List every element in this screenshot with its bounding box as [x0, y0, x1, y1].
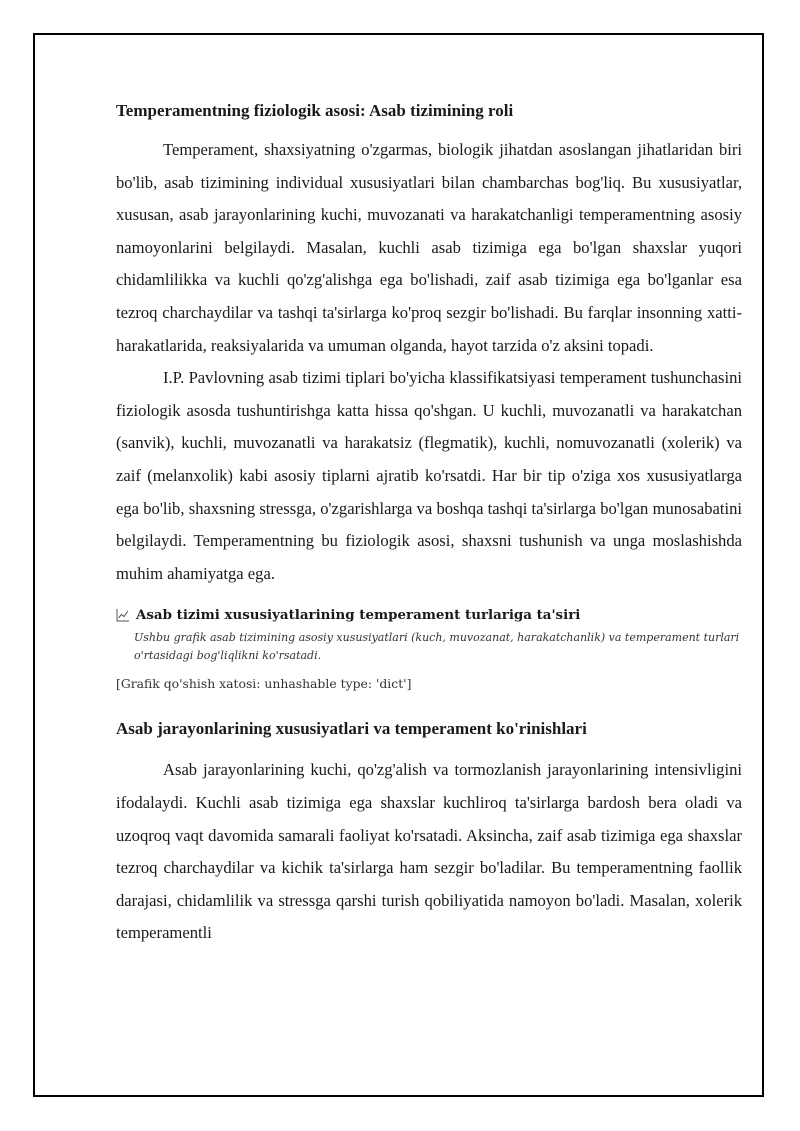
section-heading: Asab jarayonlarining xususiyatlari va temperament ko'rinishlari	[116, 719, 587, 739]
figure-description: Ushbu grafik asab tizimining asosiy xususiyatlari (kuch, muvozanat, harakatchanlik) va temperament turlari o'rtasidagi bog'liqlikni ko'rsatadi.	[134, 631, 740, 663]
figure-title-row	[116, 605, 742, 625]
figure-error-message: [Grafik qo'shish xatosi: unhashable type: 'dict']	[116, 676, 412, 692]
paragraph: I.P. Pavlovning asab tizimi tiplari bo'yicha klassifikatsiyasi temperament tushunchasini fiziologik asosda tushuntirishga katta hissa qo'shgan. U kuchli, muvozanatli va harakatchan (sanvik), kuchli, muvozanatli va harakatsiz (flegmatik), kuchli, nomuvozanatli (xolerik) va zaif (melanxolik) kabi asosiy tiplarni ajratib ko'rsatdi. Har bir tip o'ziga xos xususiyatlarga ega bo'lib, shaxsning stressga, o'zgarishlarga va boshqa tashqi ta'sirlarga bo'lgan munosabatini belgilaydi. Temperamentning bu fiziologik asosi, shaxsni tushunish va unga moslashishda muhim ahamiyatga ega.	[116, 368, 742, 583]
chart-line-icon	[116, 608, 130, 622]
paragraph: Asab jarayonlarining kuchi, qo'zg'alish va tormozlanish jarayonlarining intensivligini ifodalaydi. Kuchli asab tizimiga ega shaxslar kuchliroq ta'sirlarga bardosh bera oladi va uzoqroq vaqt davomida samarali faoliyat ko'rsatadi. Aksincha, zaif asab tizimiga ega shaxslar tezroq charchaydilar va kichik ta'sirlarga ham sezgir bo'ladilar. Bu temperamentning faollik darajasi, chidamlilik va stressga qarshi turish qobiliyatida namoyon bo'ladi. Masalan, xolerik temperamentli	[116, 760, 742, 943]
document-body	[116, 98, 742, 950]
figure-block	[116, 605, 742, 693]
figure-title: Asab tizimi xususiyatlarining temperament turlariga ta'siri	[136, 607, 581, 624]
paragraph: Temperament, shaxsiyatning o'zgarmas, biologik jihatdan asoslangan jihatlaridan biri bo'lib, asab tizimining individual xususiyatlari bilan chambarchas bog'liq. Bu xususiyatlar, xususan, asab jarayonlarining kuchi, muvozanati va harakatchanligi temperamentning asosiy namoyonlarini belgilaydi. Masalan, kuchli asab tizimiga ega bo'lgan shaxslar yuqori chidamlilikka va kuchli qo'zg'alishga ega bo'lishadi, zaif asab tizimiga ega bo'lganlar esa tezroq charchaydilar va tashqi ta'sirlarga ko'proq sezgir bo'lishadi. Bu farqlar insonning xatti-harakatlarida, reaksiyalarida va umuman olganda, hayot tarzida o'z aksini topadi.	[116, 140, 742, 355]
section-heading: Temperamentning fiziologik asosi: Asab tizimining roli	[116, 101, 514, 120]
